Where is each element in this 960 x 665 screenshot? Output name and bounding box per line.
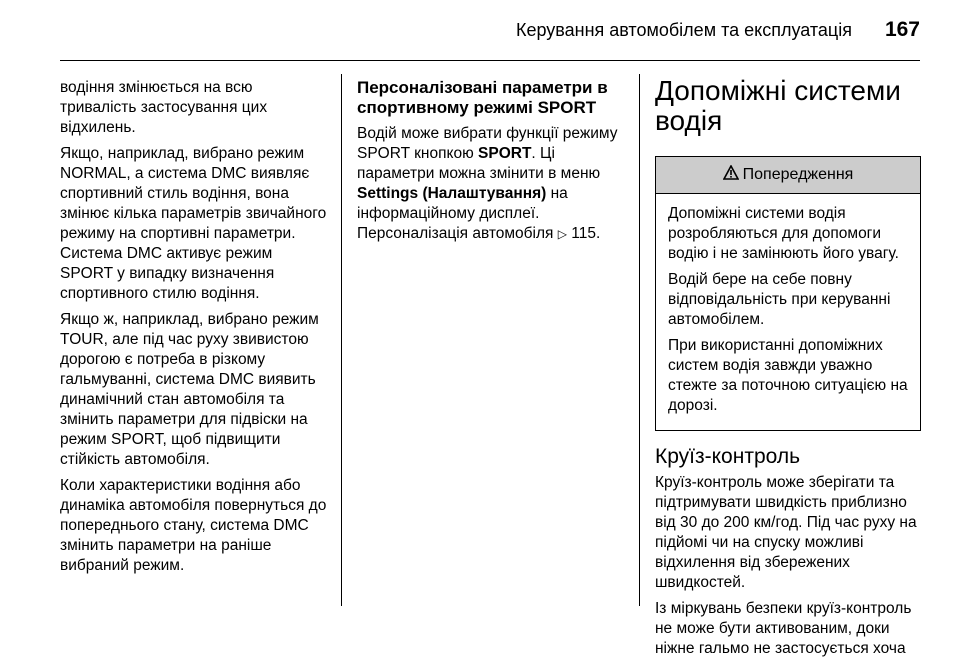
sport-settings-heading: Персоналізовані параметри в спортивному режимі SPORT: [357, 78, 608, 117]
warning-paragraph-3: При використанні допоміжних систем водія завжди уважно стежте за поточною ситуацією на дорозі.: [668, 337, 908, 414]
column-1: [60, 78, 328, 582]
col2-text-1: Водій може вибрати функції режиму SPORT кнопкою: [357, 125, 618, 162]
settings-menu-label: Settings (Налаштування): [357, 185, 547, 202]
col2-text-2: . Ці параметри можна змінити в меню: [357, 145, 601, 182]
page-header: [0, 0, 960, 60]
warning-body: [656, 194, 920, 430]
warning-box: [655, 156, 921, 431]
col1-paragraph-4: Коли характеристики водіння або динаміка автомобіля повернуться до попереднього стану, система DMC змінить параметри на раніше вибраний режим.: [60, 477, 327, 574]
warning-paragraph-1: Допоміжні системи водія розробляються для допомоги водію і не замінюють його увагу.: [668, 205, 899, 262]
section-heading: Допоміжні системи водія: [655, 75, 901, 136]
page-reference[interactable]: 115.: [571, 225, 601, 242]
column-2: [357, 78, 627, 250]
sport-button-label: SPORT: [478, 145, 532, 162]
col1-paragraph-1: водіння змінюється на всю тривалість застосування цих відхилень.: [60, 79, 268, 136]
warning-title: Попередження: [742, 166, 854, 183]
warning-header: [656, 157, 920, 194]
col1-paragraph-3: Якщо ж, наприклад, вибрано режим TOUR, але під час руху звивистою дорогою є потреба в різкому гальмуванні, система DMC виявить динамічний стан автомобіля та змінить параметри для підвіски на режим SPORT, щоб підвищити стійкість автомобіля.: [60, 311, 319, 468]
header-rule: [60, 60, 920, 61]
col3-paragraph-2: Із міркувань безпеки круїз-контроль не може бути активованим, доки ніжне гальмо не застосується хоча: [655, 600, 912, 657]
page-number: 167: [884, 18, 920, 41]
col2-paragraph-1: [357, 124, 627, 244]
warning-paragraph-2: Водій бере на себе повну відповідальність при керуванні автомобілем.: [668, 271, 891, 328]
col2-text-4: Персоналізація автомобіля: [357, 225, 558, 242]
col2-text-3: на інформаційному дисплеї.: [357, 185, 568, 222]
warning-triangle-icon: [723, 165, 739, 186]
cruise-control-heading: Круїз-контроль: [655, 445, 801, 468]
column-divider-2: [639, 74, 640, 606]
column-divider-1: [341, 74, 342, 606]
col1-paragraph-2: Якщо, наприклад, вибрано режим NORMAL, а система DMC виявляє спортивний стиль водіння, вона змінює кілька параметрів звичайного режиму на спортивні параметри. Система DMC активує режим SPORT у випадку визначення спортивного стилю водіння.: [60, 145, 327, 302]
column-3: [655, 75, 921, 665]
col3-paragraph-1: Круїз-контроль може зберігати та підтримувати швидкість приблизно від 30 до 200 км/год. Під час руху на підйомі чи на спуску можливі відхилення від збережених швидкостей.: [655, 474, 917, 591]
header-title: Керування автомобілем та експлуатація: [515, 20, 852, 40]
page-reference-arrow-icon: ▷: [557, 227, 567, 241]
